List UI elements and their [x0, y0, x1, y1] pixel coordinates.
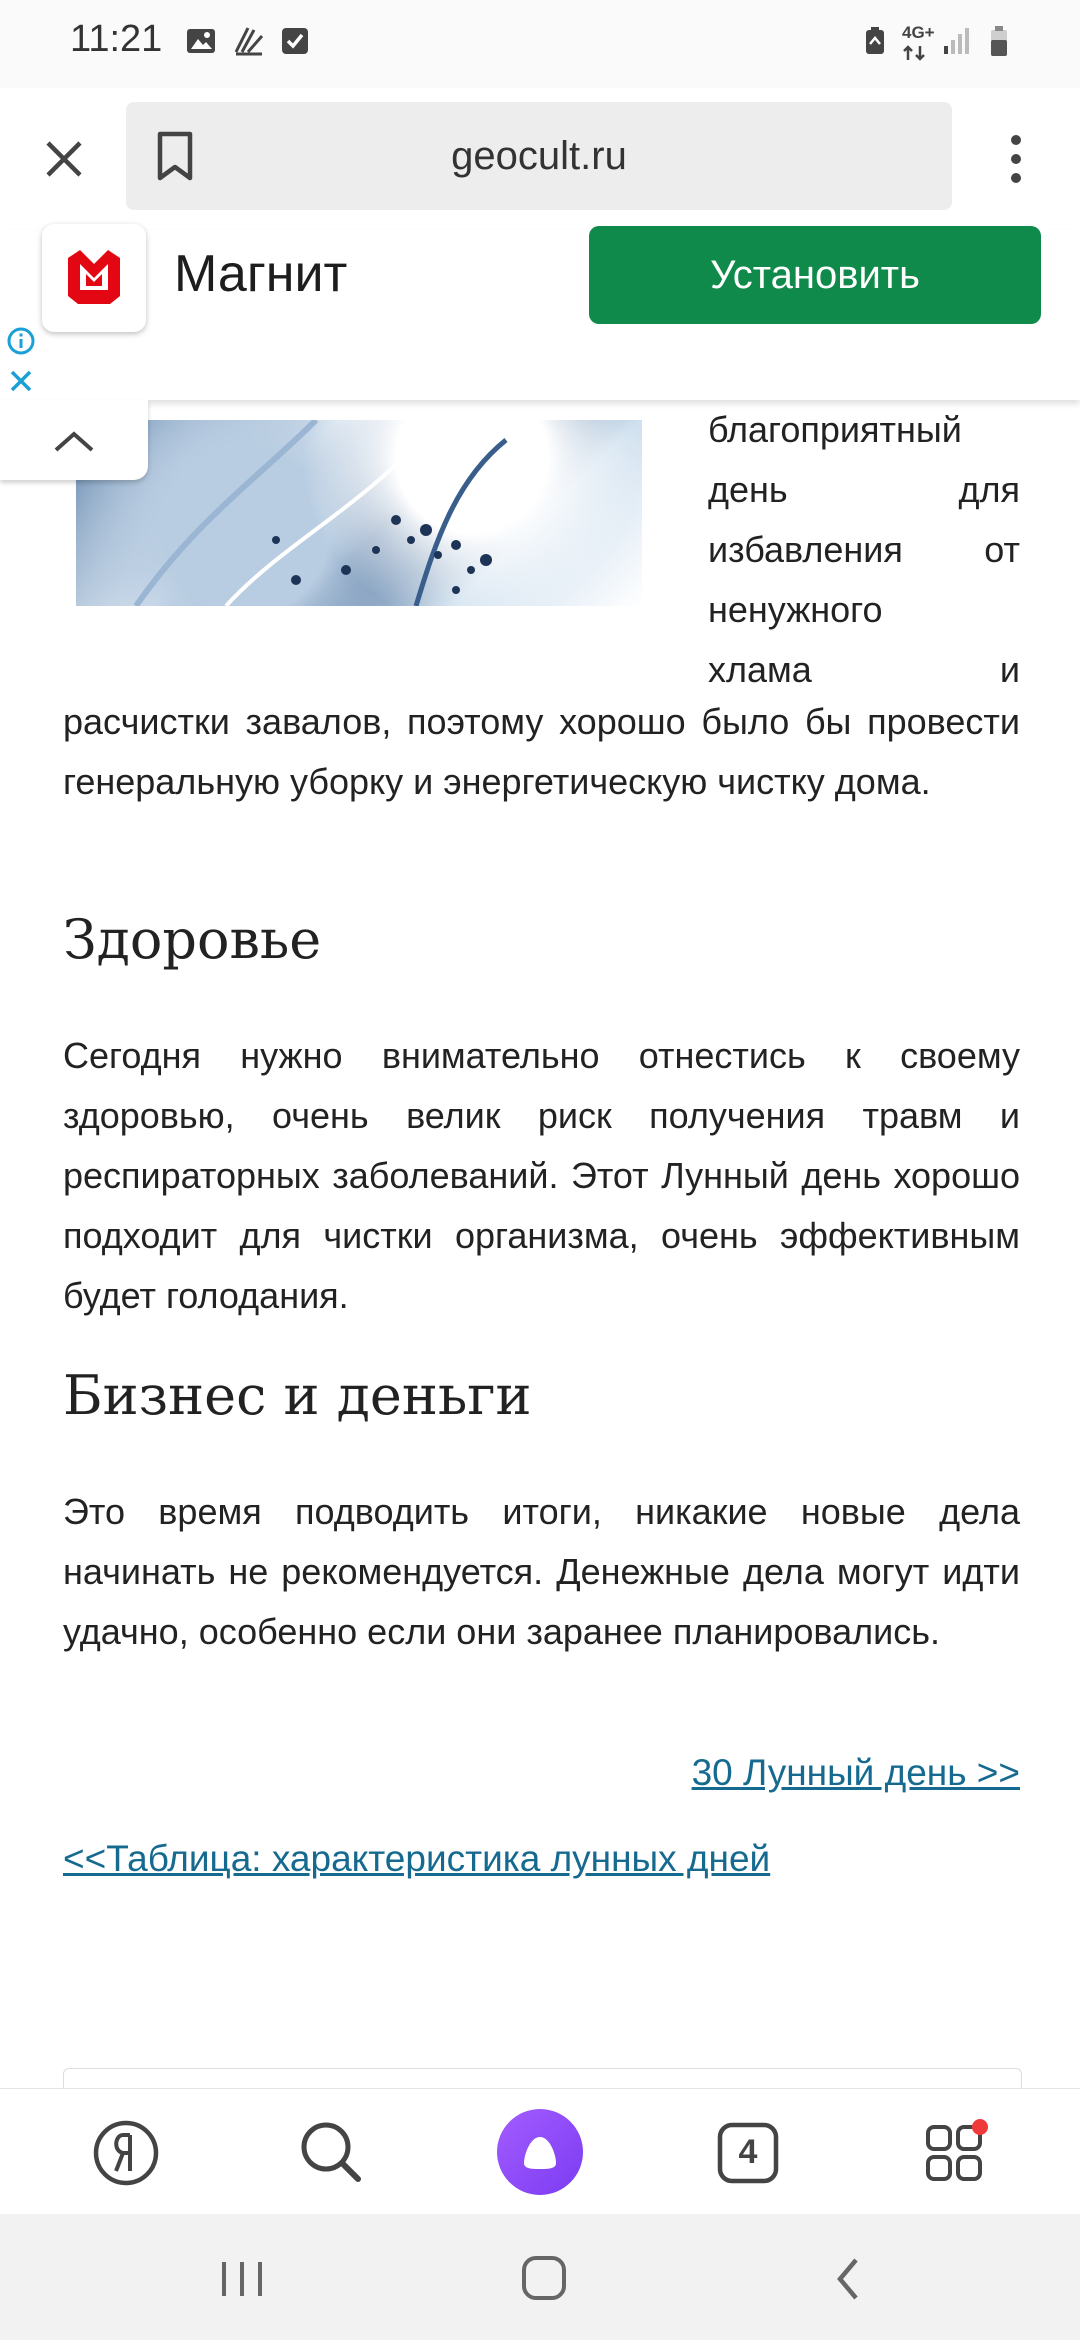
recent-apps-icon[interactable] [212, 2254, 272, 2304]
install-button[interactable]: Установить [589, 226, 1041, 324]
network-type: 4G+ [902, 23, 935, 42]
data-arrows-icon [900, 44, 934, 62]
article-line: хлама и [708, 649, 1020, 690]
business-paragraph: Это время подводить итоги, никакие новые дела начинать не рекомендуется. Денежные дела могут идти удачно, особенно если они заранее планировались. [63, 1491, 1020, 1652]
tab-count: 4 [738, 2133, 758, 2171]
content-card-edge [63, 2068, 1022, 2089]
magnit-logo-icon [60, 244, 128, 312]
next-lunar-day-link[interactable]: 30 Лунный день >> [691, 1752, 1020, 1793]
article-line: благоприятный [708, 409, 962, 450]
system-nav-bar [0, 2214, 1080, 2340]
ad-close-icon[interactable] [6, 366, 36, 396]
abstract-image-graphic [76, 420, 642, 606]
section-heading-business: Бизнес и деньги [63, 1364, 532, 1427]
signal-icon [940, 24, 974, 58]
tabs-button[interactable] [700, 2105, 796, 2201]
article-wrap-text [708, 400, 1020, 700]
ad-info-icon[interactable] [6, 326, 36, 356]
browser-toolbar [0, 88, 1080, 231]
more-vert-icon[interactable] [996, 128, 1036, 190]
app-notification-icon [232, 24, 266, 58]
address-bar[interactable] [126, 102, 952, 210]
health-paragraph: Сегодня нужно внимательно отнестись к своему здоровью, очень велик риск получения травм и респираторных заболеваний. Этот Лунный день хорошо подходит для чистки организма, очень эффективным будет голодания. [63, 1035, 1020, 1316]
services-icon[interactable] [908, 2105, 1004, 2201]
yandex-icon[interactable] [78, 2105, 174, 2201]
lunar-days-table-link[interactable]: <<Таблица: характеристика лунных дней [63, 1838, 771, 1879]
status-time: 11:21 [70, 18, 163, 60]
alice-icon [518, 2131, 562, 2175]
article-line: день для [708, 469, 1020, 510]
article-line: ненужного [708, 589, 883, 630]
back-icon[interactable] [826, 2254, 872, 2304]
alice-button[interactable] [497, 2109, 583, 2195]
collapse-ad-button[interactable] [0, 400, 148, 480]
ad-banner[interactable] [0, 230, 1080, 400]
ad-app-name[interactable]: Магнит [174, 245, 348, 303]
search-icon[interactable] [284, 2105, 380, 2201]
status-bar [0, 0, 1080, 88]
url-text[interactable]: geocult.ru [451, 134, 627, 178]
magnit-logo[interactable] [42, 224, 146, 332]
chevron-up-icon [52, 428, 96, 454]
section-heading-health: Здоровье [63, 908, 322, 971]
close-icon[interactable] [38, 133, 90, 185]
article-image [76, 420, 642, 606]
battery-saver-icon [858, 24, 892, 58]
battery-icon [982, 24, 1016, 58]
gallery-icon [184, 24, 218, 58]
checkbox-notification-icon [278, 24, 312, 58]
article-paragraph: расчистки завалов, поэтому хорошо было бы провести генеральную уборку и энергетическую чистку дома. [63, 701, 1020, 802]
home-icon[interactable] [516, 2250, 572, 2306]
browser-bottom-bar [0, 2088, 1080, 2215]
article-line: избавления от [708, 529, 1020, 570]
